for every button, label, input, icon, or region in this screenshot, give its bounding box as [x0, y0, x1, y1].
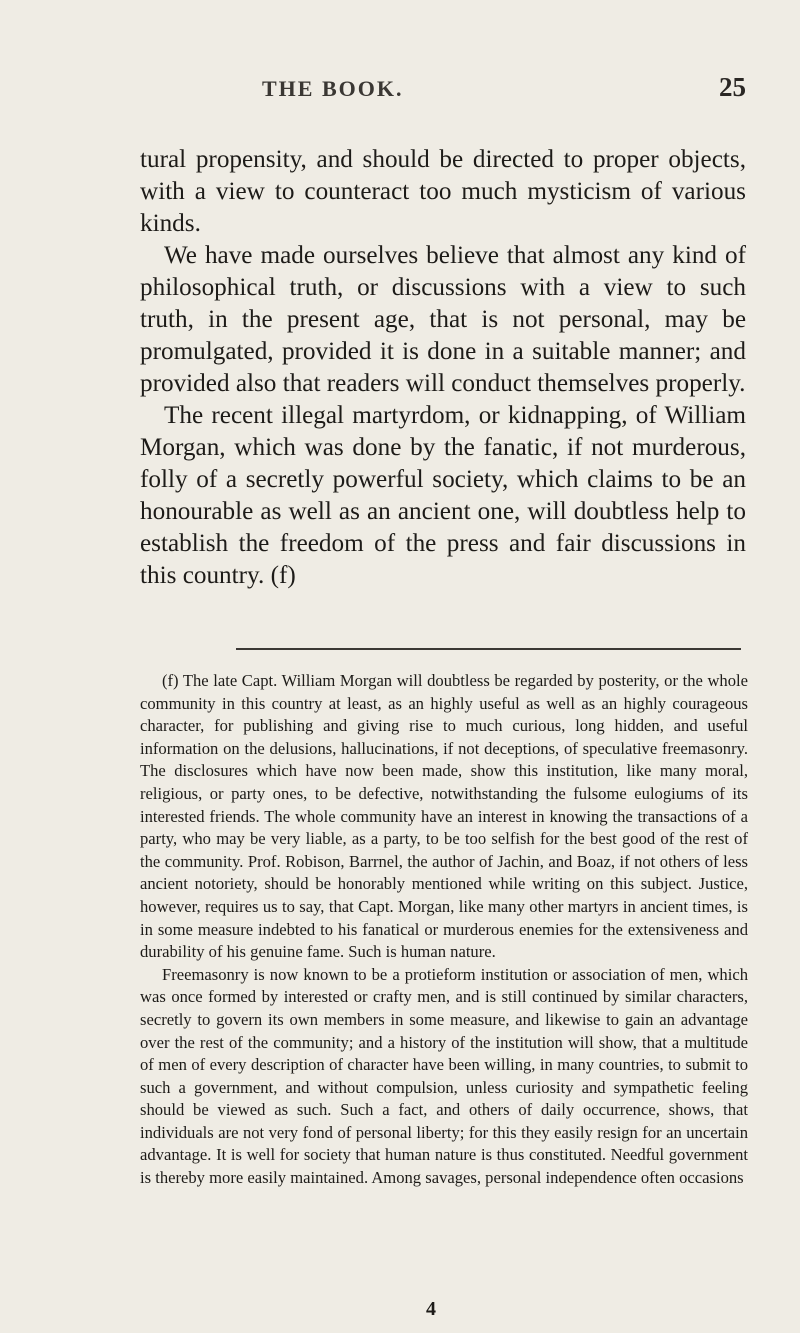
paragraph-2: We have made ourselves believe that almost any kind of philosophical truth, or discussions with a view to such truth, in the present age, that is not personal, may be promulgated, provided it is done in a suitable manner; and provided also that readers will conduct themselves properly. — [140, 242, 746, 397]
paragraph-1: tural propensity, and should be directed to proper objects, with a view to counteract too much mysticism of various kinds. — [140, 146, 746, 237]
footnote-f: (f) The late Capt. William Morgan will doubtless be regarded by posterity, or the whole community in this country at least, as an highly useful as well as an highly courageous character, for publishing and giving rise to much curious, long hidden, and useful information on the delusions, hallucinations, if not deceptions, of speculative freemasonry. The disclosures which have now been made, show this institution, like many moral, religious, or party ones, to be defective, notwithstanding the fulsome eulogiums of its interested friends. The whole community have an interest in knowing the transactions of a party, who may be very liable, as a party, to be too selfish for the best good of the rest of the community. Prof. Robison, Barrnel, the author of Jachin, and Boaz, if not others of less ancient notoriety, should be honorably mentioned while writing on this subject. Justice, however, requires us to say, that Capt. Morgan, like many other martyrs in ancient times, is in some measure indebted to his fanatical or murderous enemies for the extensiveness and durability of his genuine fame. Such is human nature. — [140, 671, 748, 962]
page-number: 25 — [719, 72, 746, 102]
footnote-continuation: Freemasonry is now known to be a protieform institution or association of men, which was once formed by interested or crafty men, and is still continued by similar characters, secretly to govern its own members in some measure, and likewise to gain an advantage over the rest of the community; and a history of the institution will show, that a multitude of men of every description of character have been willing, in many countries, to submit to such a government, and without compulsion, unless curiosity and sympathetic feeling should be viewed as such. Such a fact, and others of daily occurrence, shows, that individuals are not very fond of personal liberty; for this they easily resign for an uncertain advantage. It is well for society that human nature is thus constituted. Needful government is thereby more easily maintained. Among savages, personal independence often occasions — [140, 964, 748, 1188]
signature-mark: 4 — [426, 1298, 436, 1320]
running-head — [222, 72, 746, 112]
main-text — [140, 144, 746, 592]
running-title: THE BOOK. — [262, 76, 404, 101]
footnotes — [140, 670, 748, 1190]
paragraph-3: The recent illegal martyrdom, or kidnapping, of William Morgan, which was done by the fanatic, if not murderous, folly of a secretly powerful society, which claims to be an honourable as well as an ancient one, will doubtless help to establish the freedom of the press and fair discussions in this country. (f) — [140, 402, 746, 589]
footnote-divider — [236, 648, 741, 650]
